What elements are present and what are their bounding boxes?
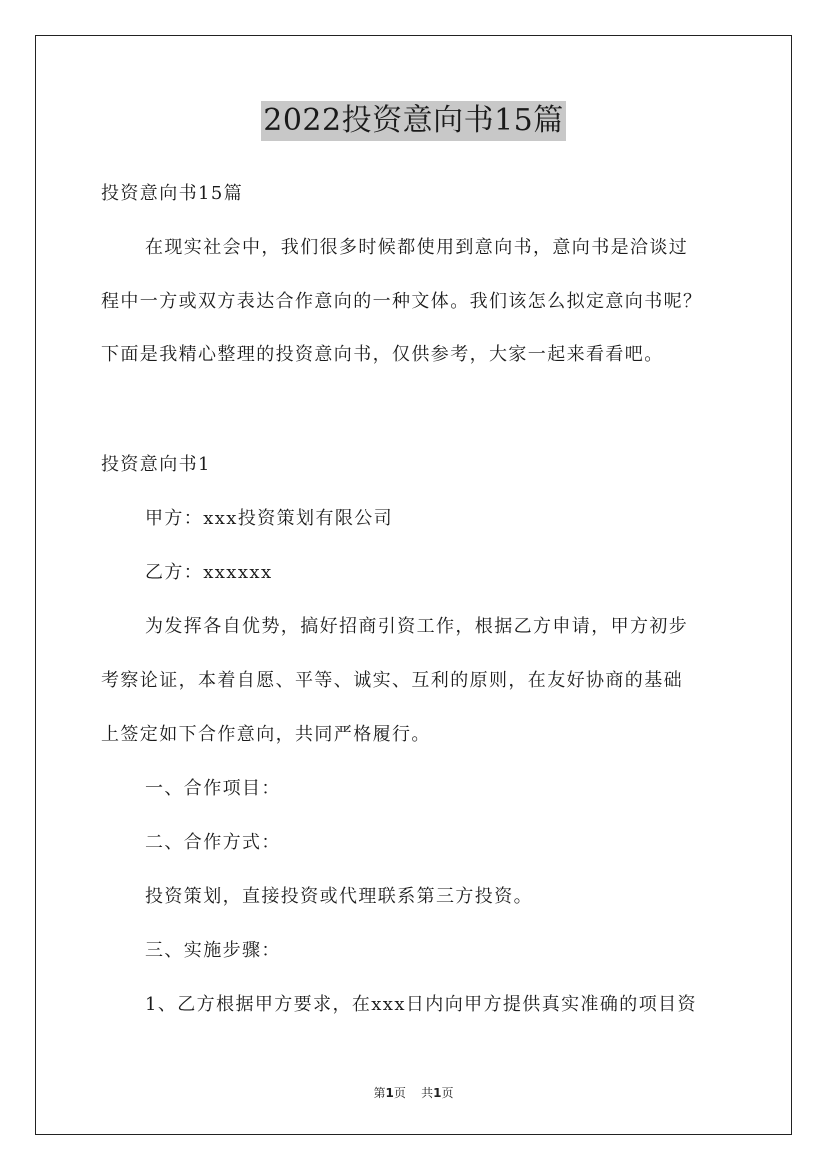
subtitle-line: 投资意向书15篇 [101,183,244,204]
footer-total-number: 1 [433,1086,442,1100]
footer-page-suffix: 页 [393,1086,406,1100]
paragraph-line: 投资策划，直接投资或代理联系第三方投资。 [145,886,533,907]
paragraph-line: 下面是我精心整理的投资意向书，仅供参考，大家一起来看看吧。 [101,344,664,365]
clause-heading: 三、实施步骤： [145,940,281,961]
title-container [0,101,827,141]
paragraph-line: 1、乙方根据甲方要求，在xxx日内向甲方提供真实准确的项目资 [145,994,697,1015]
paragraph-line: 为发挥各自优势，搞好招商引资工作，根据乙方申请，甲方初步 [145,616,689,637]
clause-heading: 二、合作方式： [145,832,281,853]
section-heading: 投资意向书1 [101,454,211,475]
paragraph-line: 考察论证，本着自愿、平等、诚实、互利的原则，在友好协商的基础 [101,670,683,691]
party-a-line: 甲方：xxx投资策划有限公司 [145,508,394,529]
footer-page-prefix: 第 [373,1086,386,1100]
paragraph-line: 上签定如下合作意向，共同严格履行。 [101,724,431,745]
footer-total-prefix: 共 [421,1086,434,1100]
footer-total-suffix: 页 [441,1086,454,1100]
document-title: 2022投资意向书15篇 [261,101,566,141]
party-b-line: 乙方：xxxxxx [145,562,273,583]
page-footer [0,1084,827,1101]
paragraph-line: 程中一方或双方表达合作意向的一种文体。我们该怎么拟定意向书呢？ [101,291,703,312]
clause-heading: 一、合作项目： [145,778,281,799]
paragraph-line: 在现实社会中，我们很多时候都使用到意向书，意向书是洽谈过 [145,237,689,258]
footer-page-number: 1 [385,1086,394,1100]
